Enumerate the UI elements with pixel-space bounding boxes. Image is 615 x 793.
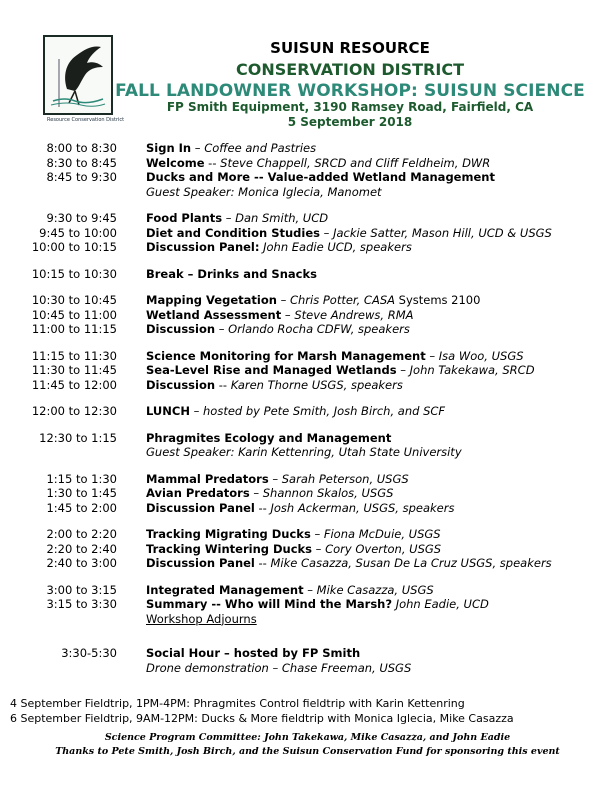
time: 2:40 to 3:00 xyxy=(46,556,117,570)
time: 3:15 to 3:30 xyxy=(46,597,117,611)
fieldtrip-line: 6 September Fieldtrip, 9AM-12PM: Ducks & More fieldtrip with Monica Iglecia, Mike Casazza xyxy=(10,712,514,725)
agenda-row xyxy=(0,226,615,241)
session-title: Tracking Wintering Ducks xyxy=(146,541,313,556)
separator: – xyxy=(249,486,263,500)
time: 1:15 to 1:30 xyxy=(46,471,117,486)
agenda-row xyxy=(0,185,615,200)
speaker: John Eadie, UCD xyxy=(395,597,489,611)
time: 9:30 to 9:45 xyxy=(46,211,117,225)
speaker: Coffee and Pastries xyxy=(204,141,317,155)
speaker: Mike Casazza, Susan De La Cruz USGS, speakers xyxy=(270,556,552,570)
time: 12:00 to 12:30 xyxy=(31,404,117,418)
guest-speaker: Guest Speaker: Monica Iglecia, Manomet xyxy=(146,184,382,199)
separator: -- xyxy=(254,556,271,570)
session-title: Mammal Predators xyxy=(146,471,269,486)
time: 8:30 to 8:45 xyxy=(46,155,117,170)
session-title: Welcome xyxy=(146,155,205,170)
guest-speaker: Guest Speaker: Karin Kettenring, Utah State University xyxy=(146,445,462,459)
speaker: Mike Casazza, USGS xyxy=(316,582,434,597)
agenda-row xyxy=(0,308,615,323)
agenda-row xyxy=(0,293,615,308)
agenda-row xyxy=(0,501,615,516)
session-title: Social Hour – hosted by FP Smith xyxy=(146,646,361,660)
sponsor-thanks: Thanks to Pete Smith, Josh Birch, and the Suisun Conservation Fund for sponsoring this event xyxy=(55,746,560,757)
session-title: Wetland Assessment xyxy=(146,307,282,322)
speaker: Fiona McDuie, USGS xyxy=(323,527,441,541)
time: 11:30 to 11:45 xyxy=(31,363,117,377)
session-title: Discussion Panel xyxy=(146,556,255,570)
session-title: Diet and Condition Studies xyxy=(146,225,320,240)
separator: – xyxy=(396,363,410,377)
separator: – xyxy=(310,527,324,541)
time: 10:00 to 10:15 xyxy=(31,240,117,254)
speaker: Isa Woo, USGS xyxy=(438,348,524,363)
separator: – xyxy=(320,225,334,240)
separator: – xyxy=(191,141,205,155)
speaker: Orlando Rocha CDFW, speakers xyxy=(228,322,410,336)
separator: – xyxy=(268,471,282,486)
agenda-row xyxy=(0,597,615,612)
speaker: Jackie Satter, Mason Hill, UCD & USGS xyxy=(333,225,552,240)
time: 3:00 to 3:15 xyxy=(46,582,117,597)
agenda-row xyxy=(0,156,615,171)
separator: – xyxy=(281,307,295,322)
session-title: Summary -- Who will Mind the Marsh? xyxy=(146,597,393,611)
time: 2:00 to 2:20 xyxy=(46,527,117,541)
time: 1:30 to 1:45 xyxy=(46,486,117,500)
org-line1: SUISUN RESOURCE xyxy=(270,39,430,57)
session-title: LUNCH xyxy=(146,404,190,418)
separator: – xyxy=(215,322,229,336)
speaker: John Eadie UCD, speakers xyxy=(263,240,412,254)
session-title: Discussion Panel: xyxy=(146,240,260,254)
agenda-row xyxy=(0,612,615,627)
session-title: Science Monitoring for Marsh Management xyxy=(146,348,426,363)
session-title: Food Plants xyxy=(146,211,223,225)
time: 11:00 to 11:15 xyxy=(31,322,117,336)
separator: -- xyxy=(215,377,231,392)
time: 2:20 to 2:40 xyxy=(46,541,117,556)
speaker: Chris Potter, CASA xyxy=(289,293,395,307)
time: 9:45 to 10:00 xyxy=(39,225,117,240)
agenda xyxy=(0,141,615,675)
separator: – xyxy=(303,582,317,597)
speaker: Karen Thorne USGS, speakers xyxy=(230,377,403,392)
agenda-row xyxy=(0,322,615,337)
agenda-row xyxy=(0,404,615,419)
program-committee: Science Program Committee: John Takekawa, Mike Casazza, and John Eadie xyxy=(104,732,511,743)
speaker: John Takekawa, SRCD xyxy=(409,363,535,377)
speaker: hosted by Pete Smith, Josh Birch, and SCF xyxy=(203,404,446,418)
time: 12:30 to 1:15 xyxy=(39,430,117,445)
agenda-row xyxy=(0,170,615,185)
agenda-row xyxy=(0,363,615,378)
agenda-row xyxy=(0,141,615,156)
agenda-row xyxy=(0,445,615,460)
speaker: Steve Chappell, SRCD and Cliff Feldheim, DWR xyxy=(220,155,491,170)
logo-caption: Resource Conservation District xyxy=(47,117,125,123)
agenda-row xyxy=(0,556,615,571)
time: 10:15 to 10:30 xyxy=(31,266,117,281)
speaker: Shannon Skalos, USGS xyxy=(262,486,394,500)
agenda-row xyxy=(0,527,615,542)
speaker: Sarah Peterson, USGS xyxy=(281,471,409,486)
time: 1:45 to 2:00 xyxy=(46,500,117,515)
agenda-row xyxy=(0,267,615,282)
time: 8:45 to 9:30 xyxy=(46,170,117,184)
agenda-row xyxy=(0,583,615,598)
separator: -- xyxy=(254,500,271,515)
speaker: Josh Ackerman, USGS, speakers xyxy=(270,500,455,515)
speaker-extra: Systems 2100 xyxy=(394,293,481,307)
separator: -- xyxy=(204,155,221,170)
agenda-row xyxy=(0,211,615,226)
agenda-row xyxy=(0,542,615,557)
agenda-row xyxy=(0,378,615,393)
time: 10:30 to 10:45 xyxy=(31,293,117,307)
session-title: Break – Drinks and Snacks xyxy=(146,266,317,281)
session-title: Tracking Migrating Ducks xyxy=(146,527,311,541)
session-title: Sea-Level Rise and Managed Wetlands xyxy=(146,363,397,377)
venue: FP Smith Equipment, 3190 Ramsey Road, Fairfield, CA xyxy=(166,100,534,114)
drone-demo: Drone demonstration – Chase Freeman, USGS xyxy=(146,660,412,675)
fieldtrip-line: 4 September Fieldtrip, 1PM-4PM: Phragmites Control fieldtrip with Karin Kettenring xyxy=(10,697,465,710)
agenda-row xyxy=(0,349,615,364)
org-line2: CONSERVATION DISTRICT xyxy=(236,60,464,79)
time: 11:15 to 11:30 xyxy=(31,348,117,363)
separator: – xyxy=(276,293,290,307)
agenda-row xyxy=(0,431,615,446)
time: 11:45 to 12:00 xyxy=(31,377,117,392)
separator: – xyxy=(189,404,204,418)
agenda-row xyxy=(0,486,615,501)
session-title: Ducks and More -- Value-added Wetland Management xyxy=(146,170,495,184)
separator: – xyxy=(425,348,439,363)
session-title: Integrated Management xyxy=(146,582,304,597)
time: 3:30-5:30 xyxy=(61,646,117,660)
speaker: Dan Smith, UCD xyxy=(235,211,329,225)
time: 10:45 to 11:00 xyxy=(31,307,117,322)
agenda-row xyxy=(0,646,615,661)
session-title: Discussion xyxy=(146,377,216,392)
separator: – xyxy=(222,211,236,225)
speaker: Steve Andrews, RMA xyxy=(294,307,414,322)
speaker: Cory Overton, USGS xyxy=(325,541,442,556)
agenda-row xyxy=(0,240,615,255)
event-date: 5 September 2018 xyxy=(287,115,413,129)
separator: – xyxy=(312,541,326,556)
time: 8:00 to 8:30 xyxy=(46,141,117,155)
session-title: Mapping Vegetation xyxy=(146,293,277,307)
session-title: Avian Predators xyxy=(146,486,250,500)
session-title: Phragmites Ecology and Management xyxy=(146,430,392,445)
session-title: Discussion Panel xyxy=(146,500,255,515)
workshop-adjourns: Workshop Adjourns xyxy=(146,611,257,626)
session-title: Sign In xyxy=(146,141,192,155)
agenda-row xyxy=(0,472,615,487)
session-title: Discussion xyxy=(146,322,216,336)
workshop-title: FALL LANDOWNER WORKSHOP: SUISUN SCIENCE xyxy=(115,81,585,101)
agenda-row xyxy=(0,661,615,676)
